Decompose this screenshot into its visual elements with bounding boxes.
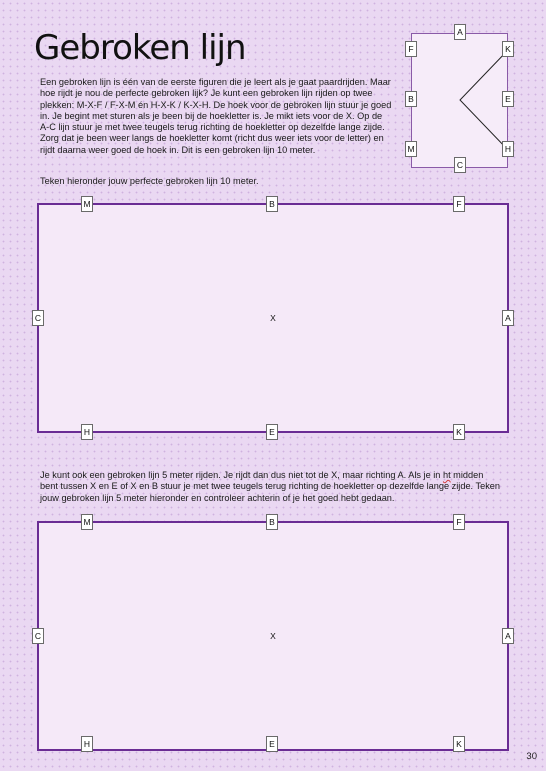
arena1-marker-h: H — [81, 424, 93, 440]
arena2-marker-e: E — [266, 736, 278, 752]
arena1-marker-f: F — [453, 196, 465, 212]
arena2-marker-c: C — [32, 628, 44, 644]
arena1-marker-e: E — [266, 424, 278, 440]
intro-paragraph: Een gebroken lijn is één van de eerste figuren die je leert als je gaat paardrijden. Maar hoe rijdt je nou de perfecte gebroken lijk? Je kunt een gebroken lijn rijden op twee plekken: M-X-F / F-X-M én H-X-K / K-X-H. De hoek voor de gebroken lijn stuur je goed in. Je begint met sturen als je been bij de hoekletter is. Je mikt iets voor de X. Op de A-C lijn stuur je met twee teugels terug richting de hoekletter op dezelfde lange zijde. Zorg dat je been weer langs de hoekletter komt (richt dus weer iets voor de letter) en rijdt daarna weer goed de hoek in. Dit is een gebroken lijn 10 meter. — [40, 77, 392, 155]
diagram-marker-k: K — [502, 41, 514, 57]
arena1-marker-m: M — [81, 196, 93, 212]
arena1-marker-b: B — [266, 196, 278, 212]
diagram-marker-e: E — [502, 91, 514, 107]
arena1-marker-k: K — [453, 424, 465, 440]
second-text-part: Je kunt ook een gebroken lijn 5 meter rijden. Je rijdt dan dus niet tot de X, maar richting A. Als je in — [40, 470, 443, 480]
diagram-marker-f: F — [405, 41, 417, 57]
task-instruction-10m: Teken hieronder jouw perfecte gebroken lijn 10 meter. — [40, 176, 259, 186]
second-paragraph — [40, 470, 500, 504]
spellcheck-word: ht — [442, 470, 451, 480]
arena2-marker-k: K — [453, 736, 465, 752]
page-title: Gebroken lijn — [34, 28, 246, 68]
arena2-marker-f: F — [453, 514, 465, 530]
arena2-marker-x: X — [270, 631, 276, 641]
diagram-marker-m: M — [405, 141, 417, 157]
diagram-marker-b: B — [405, 91, 417, 107]
arena1-marker-a: A — [502, 310, 514, 326]
diagram-marker-h: H — [502, 141, 514, 157]
arena1-marker-c: C — [32, 310, 44, 326]
arena2-marker-h: H — [81, 736, 93, 752]
diagram-marker-c: C — [454, 157, 466, 173]
second-text-part: midden bent tussen X en E of X en B stuur je met twee teugels terug richting de hoekletter op dezelfde lange zijde. Teken jouw gebroken lijn 5 meter hieronder en controleer achterin of je het goed hebt gedaan. — [40, 470, 501, 503]
arena2-marker-b: B — [266, 514, 278, 530]
page-number: 30 — [526, 751, 537, 762]
arena2-marker-a: A — [502, 628, 514, 644]
diagram-marker-a: A — [454, 24, 466, 40]
arena1-marker-x: X — [270, 313, 276, 323]
arena2-marker-m: M — [81, 514, 93, 530]
